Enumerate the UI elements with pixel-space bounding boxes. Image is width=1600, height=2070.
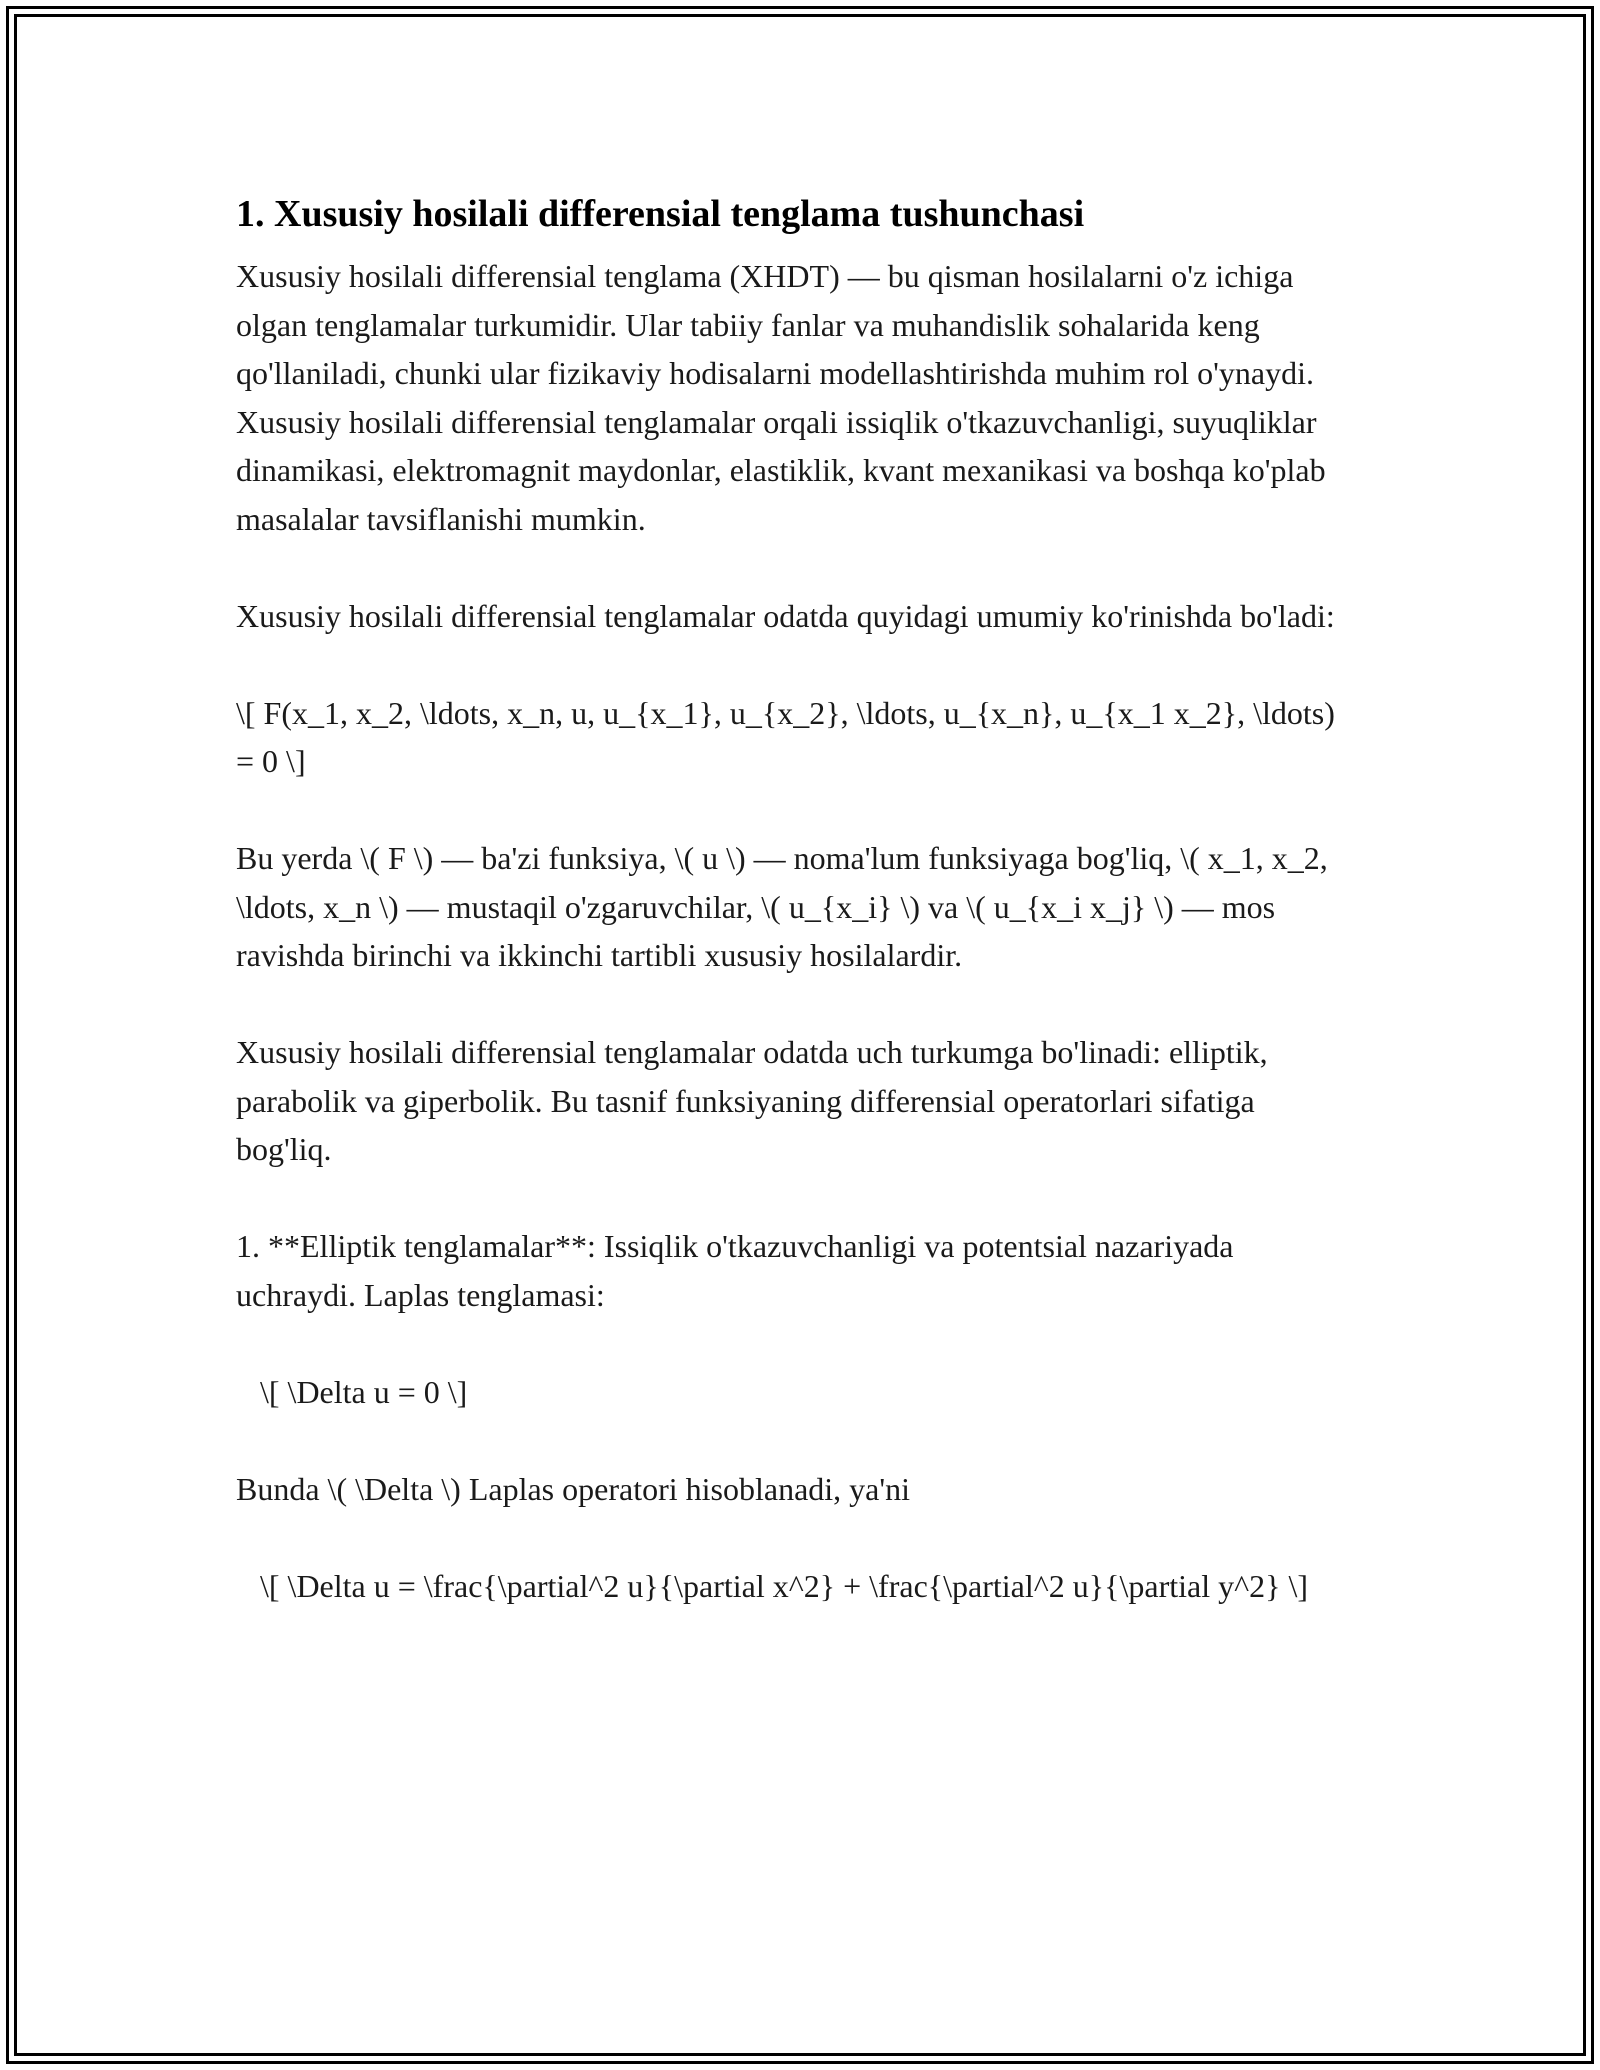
section-heading: 1. Xususiy hosilali differensial tenglama tushunchasi [236,193,1085,235]
paragraph-elliptic: 1. **Elliptik tenglamalar**: Issiqlik o'tkazuvchanligi va potentsial nazariyada uchraydi. Laplas tenglamasi: [236,1228,1242,1313]
paragraph-notation: Bu yerda \( F \) — ba'zi funksiya, \( u \) — noma'lum funksiyaga bog'liq, \( x_1, x_2, \ldots, x_n \) — mustaqil o'zgaruvchilar, \( u_{x_i} \) va \( u_{x_i x_j} \) — mos ravishda birinchi va ikkinchi tartibli xususiy hosilalardir. [236,840,1336,973]
formula-general-form: \[ F(x_1, x_2, \ldots, x_n, u, u_{x_1}, u_{x_2}, \ldots, u_{x_n}, u_{x_1 x_2}, \ldots) = 0 \] [236,694,1343,779]
paragraph-laplace-operator: Bunda \( \Delta \) Laplas operatori hisoblanadi, ya'ni [236,1470,911,1507]
formula-laplace: \[ \Delta u = 0 \] [236,1373,468,1410]
formula-laplace-expanded: \[ \Delta u = \frac{\partial^2 u}{\partial x^2} + \frac{\partial^2 u}{\partial y^2} \] [236,1567,1309,1604]
paragraph-classification: Xususiy hosilali differensial tenglamalar odatda uch turkumga bo'linadi: elliptik, parabolik va giperbolik. Bu tasnif funksiyaning differensial operatorlari sifatiga bog'liq. [236,1034,1276,1167]
paragraph-general-form-intro: Xususiy hosilali differensial tenglamalar odatda quyidagi umumiy ko'rinishda bo'ladi: [236,597,1335,634]
paragraph-definition: Xususiy hosilali differensial tenglama (XHDT) — bu qisman hosilalarni o'z ichiga olgan tenglamalar turkumidir. Ular tabiiy fanlar va muhandislik sohalarida keng qo'llaniladi, chunki ular fizikaviy hodisalarni modellashtirishda muhim rol o'ynaydi. Xususiy hosilali differensial tenglamalar orqali issiqlik o'tkazuvchanligi, suyuqliklar dinamikasi, elektromagnit maydonlar, elastiklik, kvant mexanikasi va boshqa ko'plab masalalar tavsiflanishi mumkin. [236,258,1334,537]
document-body [236,186,1356,1610]
